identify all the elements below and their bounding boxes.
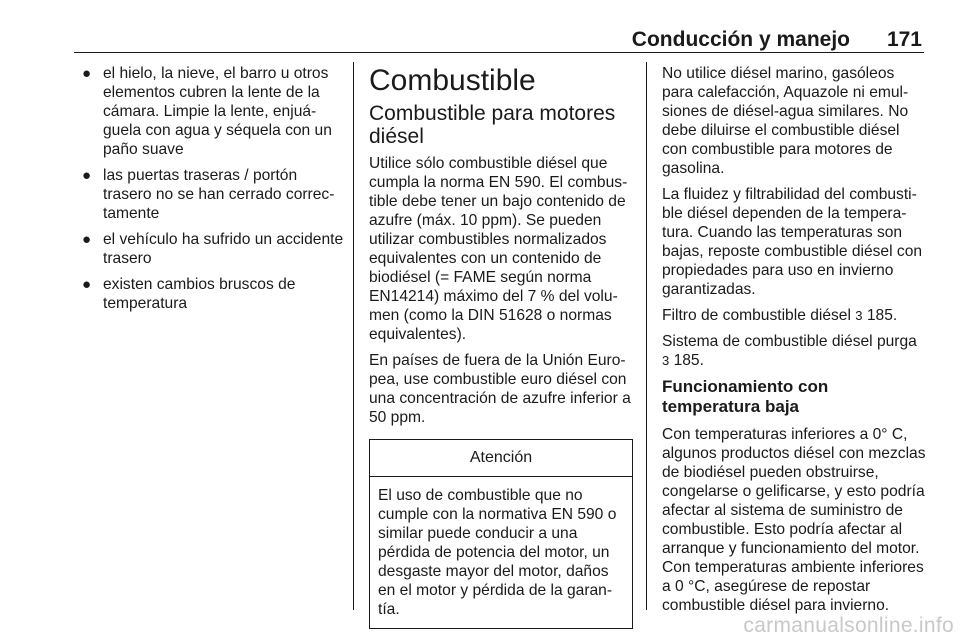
reference-page: 185. (866, 307, 898, 324)
subsection-title: Combustible para motores diésel (369, 102, 616, 148)
list-item: ● el hielo, la nieve, el barro u otros elementos cubren la lente de la cámara. Limpie la lente, enjuáguela con agua y séquela con un paño suave (82, 65, 332, 158)
paragraph: Utilice sólo combustible diésel que cumpla la norma EN 590. El combustible debe tener un bajo contenido de azufre (máx. 10 ppm). Se pueden utilizar combustibles normalizados equivalentes con un contenido de biodiésel (= FAME según norma EN14214) máximo del 7 % del volumen (como la DIN 51628 o normas equivalentes). (369, 155, 628, 343)
cross-reference[interactable]: Sistema de combustible diésel purga 3 185. (662, 333, 917, 369)
bullet-dot: ● (82, 231, 92, 248)
column-divider-2 (646, 62, 647, 610)
paragraph: La fluidez y filtrabilidad del combustible diésel dependen de la temperatura. Cuando las temperaturas son bajas, reposte combustible diésel con propiedades para uso en invierno garantizadas. (662, 186, 923, 298)
subsection-title: Funcionamiento con temperatura baja (662, 377, 829, 416)
reference-arrow-icon: 3 (855, 308, 863, 323)
notice-body: El uso de combustible que no cumple con la normativa EN 590 o similar puede conducir a una pérdida de potencia del motor, un desgaste mayor del motor, daños en el motor y pérdida de la garantía. (378, 487, 617, 618)
list-item: ● las puertas traseras / portón trasero no se han cerrado correctamente (82, 167, 335, 222)
column-2 (369, 64, 633, 629)
bullet-dot: ● (82, 65, 92, 82)
paragraph: En países de fuera de la Unión Europea, use combustible euro diésel con una concentración de azufre inferior a 50 ppm. (369, 352, 631, 426)
column-divider-1 (353, 62, 354, 610)
bullet-dot: ● (82, 276, 92, 293)
paragraph: Con temperaturas inferiores a 0° C, algunos productos diésel con mezclas de biodiésel pueden obstruirse, congelarse o gelificarse, y esto podría afectar al sistema de suministro de combustible. Esto podría afectar al arranque y funcionamiento del motor. Con temperaturas ambiente inferiores a 0 °C, asegúrese de repostar combustible diésel para invierno. (662, 426, 926, 614)
notice-box (369, 439, 633, 629)
header-rule (74, 52, 924, 53)
reference-page: 185. (673, 352, 704, 369)
cross-reference[interactable]: Filtro de combustible diésel 3 185. (662, 307, 898, 324)
paragraph: No utilice diésel marino, gasóleos para calefacción, Aquazole ni emulsiones de diésel-agua similares. No debe diluirse el combustible diésel con combustible para motores de gasolina. (662, 65, 909, 177)
list-item: ● el vehículo ha sufrido un accidente trasero (82, 231, 344, 267)
watermark-logo: carmanualsonline.info (743, 614, 954, 637)
bullet-dot: ● (82, 167, 92, 184)
list-item: ● existen cambios bruscos de temperatura (82, 276, 296, 312)
column-3 (662, 64, 926, 622)
notice-title: Atención (370, 440, 632, 477)
page-header (0, 28, 960, 52)
chapter-title: Conducción y manejo (631, 28, 850, 51)
reference-arrow-icon: 3 (662, 353, 670, 368)
column-1 (74, 64, 344, 320)
page-number: 171 (886, 28, 922, 51)
bullet-list (74, 64, 344, 313)
section-title: Combustible (369, 64, 536, 97)
